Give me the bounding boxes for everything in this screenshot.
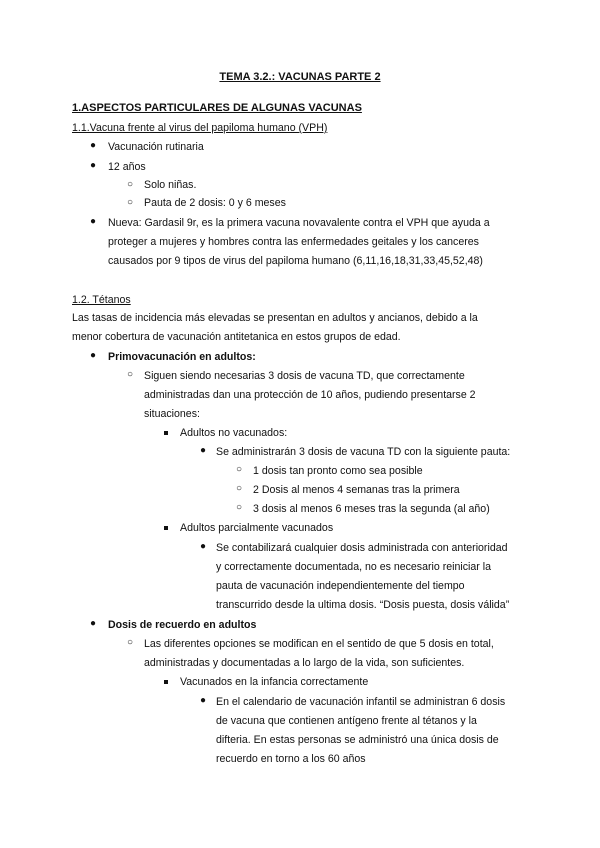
- list-item: 12 años: [108, 161, 146, 173]
- bullet-circle-icon: ○: [236, 483, 243, 494]
- paragraph-line: de vacuna que contienen antígeno frente al tétanos y la: [216, 715, 477, 727]
- bullet-dot-icon: ●: [90, 350, 97, 361]
- bullet-circle-icon: ○: [127, 179, 134, 190]
- paragraph-line: En el calendario de vacunación infantil se administran 6 dosis: [216, 696, 506, 708]
- paragraph-line: Se contabilizará cualquier dosis administrada con anterioridad: [216, 542, 508, 554]
- bullet-square-icon: [164, 431, 168, 435]
- bullet-dot-icon: ●: [90, 160, 97, 171]
- bullet-dot-icon: ●: [90, 216, 97, 227]
- bullet-dot-icon: ●: [90, 140, 97, 151]
- recuerdo-heading: Dosis de recuerdo en adultos: [108, 619, 257, 631]
- list-item: Solo niñas.: [144, 179, 197, 191]
- bullet-circle-icon: ○: [236, 502, 243, 513]
- paragraph-line: y correctamente documentada, no es necesario reiniciar la: [216, 561, 491, 573]
- section-heading: 1.ASPECTOS PARTICULARES DE ALGUNAS VACUNAS: [72, 102, 362, 114]
- list-item-continuation: proteger a mujeres y hombres contra las enfermedades geitales y los canceres: [108, 236, 479, 248]
- bullet-circle-icon: ○: [127, 197, 134, 208]
- paragraph-line: Siguen siendo necesarias 3 dosis de vacuna TD, que correctamente: [144, 370, 465, 382]
- subsection-heading-tetanos: 1.2. Tétanos: [72, 294, 131, 306]
- bullet-square-icon: [164, 680, 168, 684]
- bullet-dot-icon: ●: [90, 618, 97, 629]
- paragraph-line: transcurrido desde la ultima dosis. “Dosis puesta, dosis válida”: [216, 599, 510, 611]
- paragraph-line: difteria. En estas personas se administró una única dosis de: [216, 734, 499, 746]
- paragraph-line: recuerdo en torno a los 60 años: [216, 753, 366, 765]
- primovacunacion-heading: Primovacunación en adultos:: [108, 351, 256, 363]
- bullet-circle-icon: ○: [127, 637, 134, 648]
- list-item: 2 Dosis al menos 4 semanas tras la primera: [253, 484, 460, 496]
- page-title: TEMA 3.2.: VACUNAS PARTE 2: [219, 71, 381, 83]
- paragraph-line: administradas y documentadas a lo largo de la vida, son suficientes.: [144, 657, 465, 669]
- bullet-dot-icon: ●: [200, 695, 207, 706]
- list-item: 3 dosis al menos 6 meses tras la segunda (al año): [253, 503, 490, 515]
- list-item: Adultos no vacunados:: [180, 427, 288, 439]
- list-item: Vacunación rutinaria: [108, 141, 204, 153]
- bullet-dot-icon: ●: [200, 445, 207, 456]
- bullet-dot-icon: ●: [200, 541, 207, 552]
- list-item: Se administrarán 3 dosis de vacuna TD con la siguiente pauta:: [216, 446, 511, 458]
- bullet-circle-icon: ○: [236, 464, 243, 475]
- paragraph-line: situaciones:: [144, 408, 200, 420]
- subsection-heading-vph: 1.1.Vacuna frente al virus del papiloma humano (VPH): [72, 122, 328, 134]
- list-item: 1 dosis tan pronto como sea posible: [253, 465, 423, 477]
- bullet-circle-icon: ○: [127, 369, 134, 380]
- list-item: Adultos parcialmente vacunados: [180, 522, 334, 534]
- paragraph-line: Las tasas de incidencia más elevadas se presentan en adultos y ancianos, debido a la: [72, 312, 478, 324]
- list-item-continuation: causados por 9 tipos de virus del papiloma humano (6,11,16,18,31,33,45,52,48): [108, 255, 483, 267]
- list-item: Nueva: Gardasil 9r, es la primera vacuna novavalente contra el VPH que ayuda a: [108, 217, 490, 229]
- paragraph-line: administradas dan una protección de 10 años, pudiendo presentarse 2: [144, 389, 476, 401]
- paragraph-line: pauta de vacunación independientemente del tiempo: [216, 580, 465, 592]
- list-item: Pauta de 2 dosis: 0 y 6 meses: [144, 197, 286, 209]
- paragraph-line: Las diferentes opciones se modifican en el sentido de que 5 dosis en total,: [144, 638, 494, 650]
- paragraph-line: menor cobertura de vacunación antitetanica en estos grupos de edad.: [72, 331, 401, 343]
- bullet-square-icon: [164, 526, 168, 530]
- list-item: Vacunados en la infancia correctamente: [180, 676, 369, 688]
